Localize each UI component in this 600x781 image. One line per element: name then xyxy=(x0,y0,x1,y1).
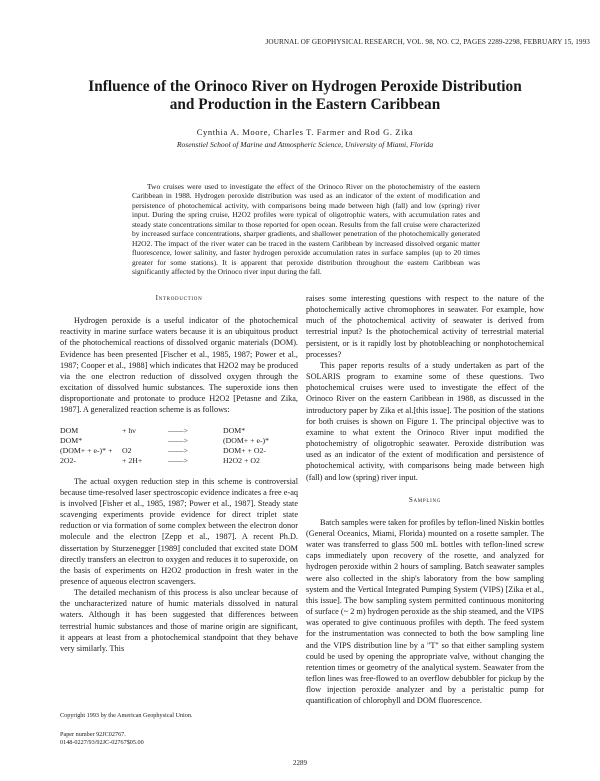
intro-paragraph-1: Hydrogen peroxide is a useful indicator of the photochemical reactivity in marine surface waters because it is an ubiquitous product of the photochemical reactions of dissolved organic materials (DOM). Evidence has been presented [Fischer et al., 1985, 1987; Power et al., 1987; Cooper et al., 1988] which indicates that H2O2 may be produced via the one electron reduction of dissolved oxygen through the excitation of dissolved humic substances. The superoxide ions then disproportionate and protonate to produce H2O2 [Petasne and Zika, 1987]. A generalized reaction scheme is as follows: xyxy=(60,316,298,415)
coreactant xyxy=(122,436,168,446)
reaction-row xyxy=(60,456,298,466)
abstract: Two cruises were used to investigate the effect of the Orinoco River on the photochemistry of the eastern Caribbean in 1988. Hydrogen peroxide distribution was used as an indicator of the extent of modification and persistence of photochemical activity, with comparisons being made between high (fall) and low (spring) river input. During the spring cruise, H2O2 profiles were typical of oligotrophic waters, with accumulation rates and steady state concentrations similar to those reported for open ocean. Results from the fall cruise were characterized by increased surface concentrations, sharper gradients, and shallower penetration of the photochemically generated H2O2. The impact of the river water can be traced in the eastern Caribbean by increased dissolved organic matter fluorescence, lower salinity, and faster hydrogen peroxide accumulation rates in surface samples (up to 20 times greater for some stations). It is apparent that peroxide distribution throughout the eastern Caribbean was significantly affected by the Orinoco river input during the fall. xyxy=(132,181,480,277)
article-title xyxy=(60,78,550,114)
reactant: DOM* xyxy=(60,435,83,445)
intro-paragraph-4: raises some interesting questions with respect to the nature of the photochemically active chromophores in seawater. For example, how much of the photochemical activity of seawater is derived from terrestrial input? Is the photochemical activity of terrestrial material persistent, or is it rapidly lost by photobleaching or nonphotochemical processes? xyxy=(306,294,544,359)
issn-code: 0148-0227/93/92JC-02767$05.00 xyxy=(60,739,144,746)
title-line-1: Influence of the Orinoco River on Hydrogen Peroxide Distribution xyxy=(88,78,522,95)
coreactant: + hν xyxy=(122,425,136,435)
right-column xyxy=(306,293,544,706)
title-line-2: and Production in the Eastern Caribbean xyxy=(169,96,441,113)
product: DOM* xyxy=(223,425,246,435)
reaction-row xyxy=(60,446,298,456)
copyright-line: Copyright 1993 by the American Geophysical Union. xyxy=(60,712,193,719)
intro-paragraph-3: The detailed mechanism of this process is also unclear because of the uncharacterized nature of humic materials dissolved in natural waters. Although it has been suggested that differences between terrestrial humic substances and those of marine origin are significant, it appears at least from a photochemical standpoint that they behave very similarly. This xyxy=(60,588,298,653)
reaction-arrow: ——> xyxy=(168,435,188,445)
coreactant: O2 xyxy=(122,445,132,455)
intro-paragraph-5: This paper reports results of a study undertaken as part of the SOLARIS program to examine some of these questions. Two photochemical cruises were used to investigate the effect of the Orinoco River on the eastern Caribbean in 1988, as discussed in the introductory paper by Zika et al.[this issue]. The position of the stations for both cruises is shown on Figure 1. The principal objective was to examine to what extent the Orinoco River input modified the photochemistry of oligotrophic seawater. Peroxide distribution was used as an indicator of the extent of modification and persistence of photochemical activity, with comparisons being made between high (fall) and low (spring) river input. xyxy=(306,360,544,482)
page-number: 2289 xyxy=(293,759,307,767)
reactant: DOM xyxy=(60,425,79,435)
reactant: 2O2- xyxy=(60,455,77,465)
intro-paragraph-2: The actual oxygen reduction step in this scheme is controversial because time-resolved laser spectroscopic evidence indicates a free e-aq is involved [Fisher et al., 1985, 1987; Power et al., 1987]. Steady state scavenging experiments provide evidence for direct triplet state reduction or via formation of some complex between the electron donor molecule and the electron [Zepp et al., 1987]. A recent Ph.D. dissertation by Sturzenegger [1989] concluded that excited state DOM directly transfers an electron to oxygen and reduces it to superoxide, on the basis of experiments on H2O2 production in fresh water in the presence of aqueous electron scavengers. xyxy=(60,476,298,586)
sampling-heading: Sampling xyxy=(408,495,442,504)
footer-notes xyxy=(60,712,300,748)
introduction-heading: Introduction xyxy=(155,294,203,302)
product: H2O2 + O2 xyxy=(223,455,260,465)
reaction-row xyxy=(60,426,298,436)
reaction-arrow: ——> xyxy=(168,425,188,435)
sampling-paragraph: Batch samples were taken for profiles by teflon-lined Niskin bottles (General Oceanics, Miami, Florida) mounted on a rosette sampler. The water was transferred to glass 500 mL bottles with teflon-lined screw caps immediately upon recovery of the rosette, and analyzed for hydrogen peroxide within 2 hours of sampling. Batch seawater samples were also collected in the ship's laboratory from the bow sampling system and the Vertical Integrated Pumping System (VIPS) [Zika et al., this issue]. The bow sampling system permitted continuous monitoring of surface (~ 2 m) hydrogen peroxide as the ship steamed, and the VIPS was operated to give continuous profiles with depth. The feed system for the instrumentation was connected to both the bow sampling line and the VIPS distribution line by a "T" so that either sampling system could be used by opening the appropriate valve, without changing the retention times or geometry of the analytical system. Seawater from the teflon lines was free-flowed to an overflow debubbler for pickup by the flow injection peroxide analyzer and by a peristaltic pump for quantification of chlorophyll and DOM fluorescence. xyxy=(306,517,544,706)
reactant: (DOM+ + e-)* + xyxy=(60,445,113,455)
product: DOM+ + O2- xyxy=(223,445,267,455)
coreactant: + 2H+ xyxy=(122,455,143,465)
reaction-arrow: ——> xyxy=(168,445,188,455)
authors: Cynthia A. Moore, Charles T. Farmer and Rod G. Zika xyxy=(196,127,414,137)
reaction-row xyxy=(60,436,298,446)
paper-number: Paper number 92JC02767. xyxy=(60,730,126,738)
affiliation: Rosenstiel School of Marine and Atmospheric Science, University of Miami, Florida xyxy=(176,140,434,149)
running-head: JOURNAL OF GEOPHYSICAL RESEARCH, VOL. 98, NO. C2, PAGES 2289-2298, FEBRUARY 15, 1993 xyxy=(265,38,590,46)
reaction-arrow: ——> xyxy=(168,455,188,465)
reaction-scheme xyxy=(60,426,298,466)
product: (DOM+ + e-)* xyxy=(223,435,270,445)
left-column xyxy=(60,293,298,654)
